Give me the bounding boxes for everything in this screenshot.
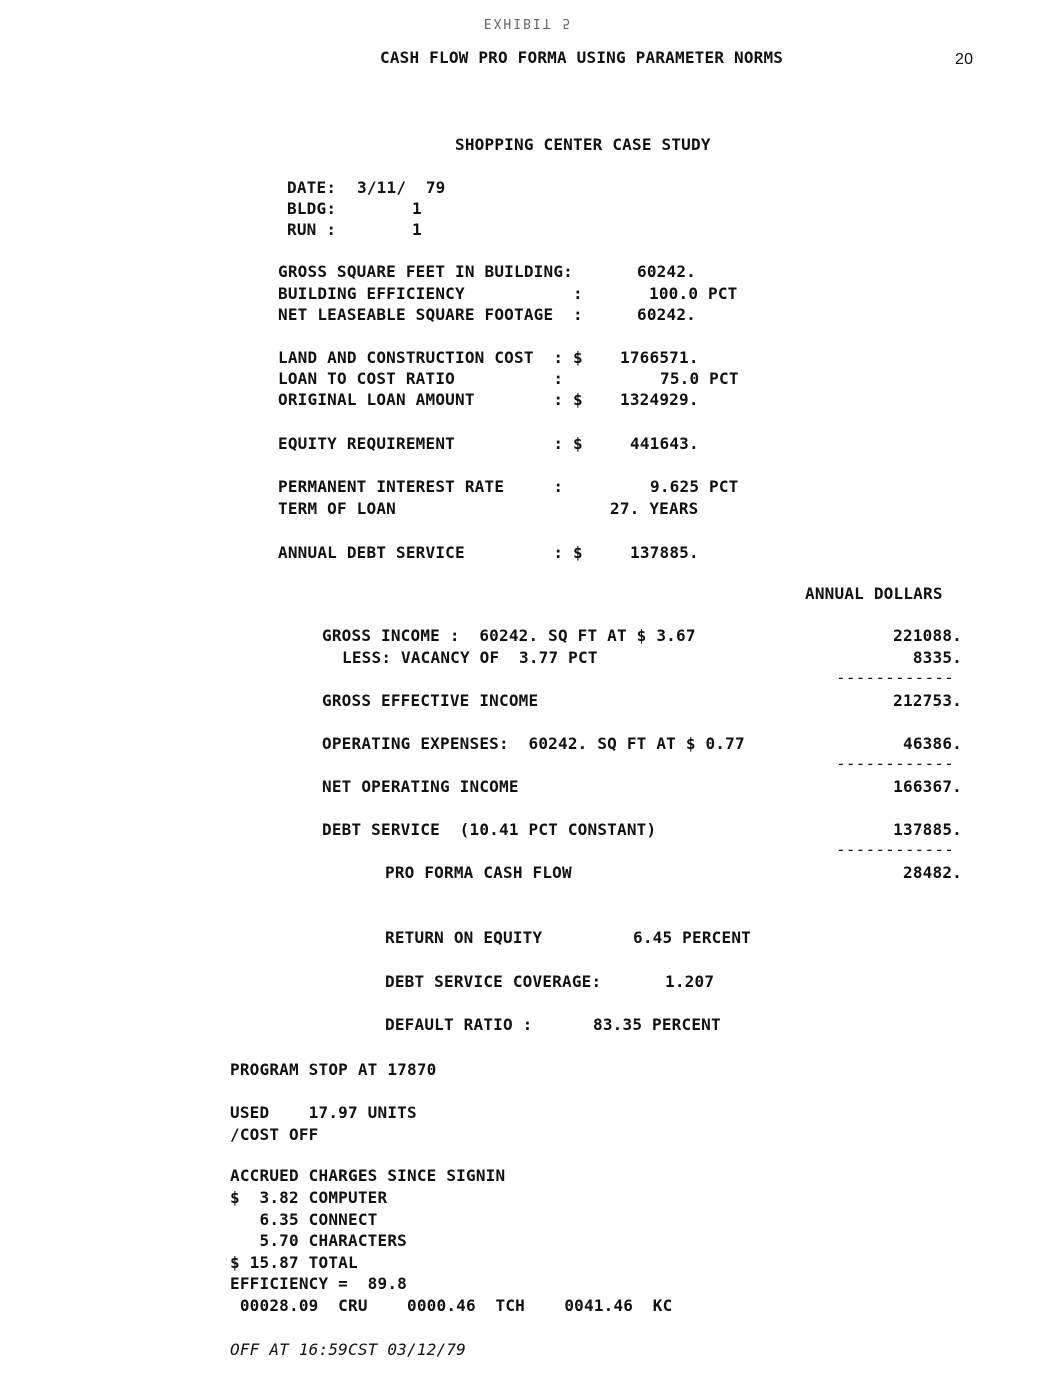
page-number: 20 [955, 51, 974, 68]
parameter-label: PERMANENT INTEREST RATE : [278, 477, 564, 496]
parameter-label: LOAN TO COST RATIO : [278, 369, 564, 388]
cash-flow-label: OPERATING EXPENSES: 60242. SQ FT AT $ 0.77 [322, 734, 745, 753]
cash-flow-value: 221088. [893, 626, 962, 645]
sign-off-line: OFF AT 16:59CST 03/12/79 [230, 1340, 466, 1359]
cost-off-line: /COST OFF [230, 1125, 319, 1144]
cash-flow-label: GROSS INCOME : 60242. SQ FT AT $ 3.67 [322, 626, 696, 645]
case-study-title: SHOPPING CENTER CASE STUDY [455, 135, 711, 154]
accrued-header: ACCRUED CHARGES SINCE SIGNIN [230, 1166, 506, 1185]
characters-charge: 5.70 CHARACTERS [230, 1231, 407, 1250]
rule-line: ------------ [836, 754, 954, 773]
parameter-value: 441643. [630, 434, 699, 453]
cash-flow-value: 8335. [912, 648, 962, 667]
bldg-value: 1 [412, 199, 422, 218]
cash-flow-label: LESS: VACANCY OF 3.77 PCT [342, 648, 598, 667]
exhibit-stamp: EXHIBIT 5 [483, 15, 573, 30]
connect-charge: 6.35 CONNECT [230, 1210, 378, 1229]
computer-charge: $ 3.82 COMPUTER [230, 1188, 388, 1207]
cash-flow-value: 166367. [893, 777, 962, 796]
rule-line: ------------ [836, 668, 954, 687]
cash-flow-label: PRO FORMA CASH FLOW [385, 863, 572, 882]
bldg-label: BLDG: [287, 199, 337, 218]
cash-flow-value: 212753. [893, 691, 962, 710]
date-label: DATE: [287, 178, 337, 197]
cash-flow-label: NET OPERATING INCOME [322, 777, 519, 796]
cash-flow-value: 28482. [903, 863, 962, 882]
parameter-value: 1324929. [620, 390, 699, 409]
parameter-label: BUILDING EFFICIENCY : [278, 284, 583, 303]
document-title: CASH FLOW PRO FORMA USING PARAMETER NORMS [380, 48, 784, 67]
parameter-label: TERM OF LOAN [278, 499, 396, 518]
parameter-value: 137885. [630, 543, 699, 562]
parameter-label: NET LEASEABLE SQUARE FOOTAGE : [278, 305, 583, 324]
parameter-label: ANNUAL DEBT SERVICE : $ [278, 543, 583, 562]
parameter-value: 9.625 PCT [650, 477, 739, 496]
parameter-label: LAND AND CONSTRUCTION COST : $ [278, 348, 583, 367]
parameter-label: ORIGINAL LOAN AMOUNT : $ [278, 390, 583, 409]
cash-flow-label: DEBT SERVICE (10.41 PCT CONSTANT) [322, 820, 657, 839]
program-stop-line: PROGRAM STOP AT 17870 [230, 1060, 437, 1079]
annual-dollars-header: ANNUAL DOLLARS [805, 584, 943, 603]
ratio-label: RETURN ON EQUITY [385, 928, 543, 947]
parameter-value: 27. YEARS [610, 499, 699, 518]
usage-units-line: USED 17.97 UNITS [230, 1103, 417, 1122]
rule-line: ------------ [836, 840, 954, 859]
usage-detail-line: 00028.09 CRU 0000.46 TCH 0041.46 KC [230, 1296, 673, 1315]
parameter-label: GROSS SQUARE FEET IN BUILDING: [278, 262, 573, 281]
ratio-label: DEBT SERVICE COVERAGE: [385, 972, 602, 991]
cash-flow-value: 137885. [893, 820, 962, 839]
ratio-value: 83.35 PERCENT [593, 1015, 721, 1034]
ratio-value: 1.207 [665, 972, 715, 991]
parameter-value: 1766571. [620, 348, 699, 367]
cash-flow-value: 46386. [903, 734, 962, 753]
cash-flow-label: GROSS EFFECTIVE INCOME [322, 691, 539, 710]
efficiency-line: EFFICIENCY = 89.8 [230, 1274, 407, 1293]
run-label: RUN : [287, 220, 337, 239]
parameter-value: 60242. [637, 305, 696, 324]
parameter-value: 100.0 PCT [649, 284, 738, 303]
parameter-label: EQUITY REQUIREMENT : $ [278, 434, 583, 453]
total-charge: $ 15.87 TOTAL [230, 1253, 358, 1272]
parameter-value: 60242. [637, 262, 696, 281]
date-value: 3/11/ 79 [357, 178, 446, 197]
ratio-label: DEFAULT RATIO : [385, 1015, 533, 1034]
parameter-value: 75.0 PCT [660, 369, 739, 388]
ratio-value: 6.45 PERCENT [633, 928, 751, 947]
run-value: 1 [412, 220, 422, 239]
